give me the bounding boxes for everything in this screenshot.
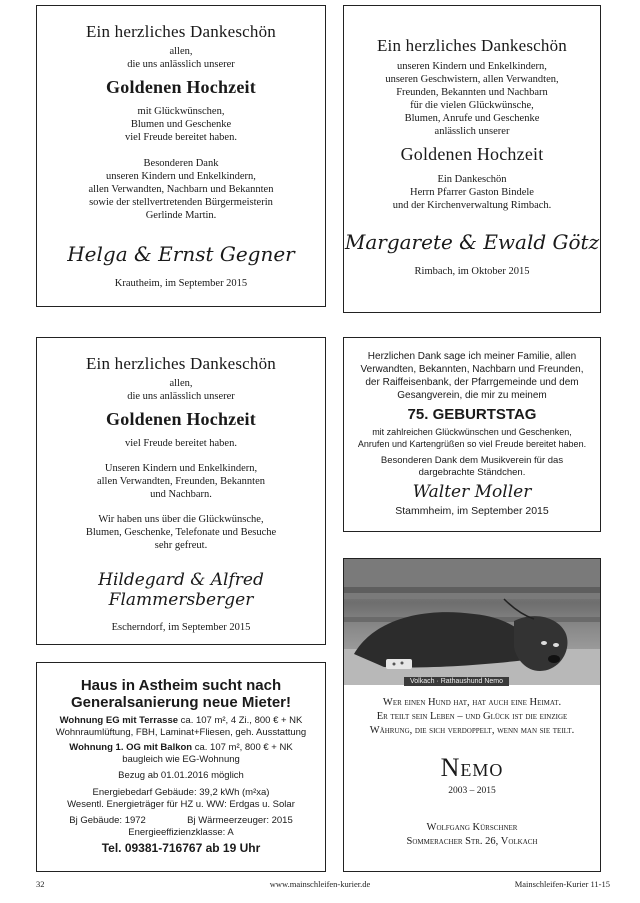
text-line: Blumen, Geschenke, Telefonate und Besuche bbox=[85, 527, 277, 538]
build-year: Bj Gebäude: 1972 bbox=[69, 815, 146, 826]
place-date: Escherndorf, im September 2015 bbox=[111, 622, 251, 633]
text-line: Wir haben uns über die Glückwünsche, bbox=[98, 514, 264, 525]
text-line: dargebrachte Ständchen. bbox=[418, 467, 526, 478]
text-line: viel Freude bereitet haben. bbox=[125, 438, 237, 449]
text-line: Blumen und Geschenke bbox=[130, 119, 232, 130]
text-line: Herzlichen Dank sage ich meiner Familie, allen bbox=[367, 351, 577, 362]
ad-apartment-rental bbox=[36, 662, 326, 872]
signature: Hildegard & Alfred Flammersberger bbox=[98, 570, 264, 610]
text-line: Besonderen Dank dem Musikverein für das bbox=[380, 455, 564, 466]
text-line: viel Freude bereitet haben. bbox=[125, 132, 237, 143]
text-line: und der Kirchenverwaltung Rimbach. bbox=[392, 200, 552, 211]
text-line: mit Glückwünschen, bbox=[137, 106, 225, 117]
ad-title: Generalsanierung neue Mieter! bbox=[70, 694, 292, 711]
text-line: Gerlinde Martin. bbox=[145, 210, 217, 221]
text-line: Freunden, Bekannten und Nachbarn bbox=[396, 87, 548, 98]
ad-golden-wedding-gegner bbox=[36, 5, 326, 307]
text-line: Unseren Kindern und Enkelkindern, bbox=[104, 463, 258, 474]
place-date: Rimbach, im Oktober 2015 bbox=[414, 266, 530, 277]
apartment-1-details: ca. 107 m², 4 Zi., 800 € + NK bbox=[178, 715, 303, 726]
page-number: 32 bbox=[36, 879, 45, 889]
text-line: unseren Kindern und Enkelkindern, bbox=[106, 171, 256, 182]
ad-memorial-nemo bbox=[343, 558, 601, 872]
energy-line: Energiebedarf Gebäude: 39,2 kWh (m²xa) bbox=[92, 787, 270, 798]
ad-heading: Ein herzliches Dankeschön bbox=[376, 36, 568, 55]
text-line: mit zahlreichen Glückwünschen und Geschenken, bbox=[372, 427, 572, 437]
text-line: die uns anlässlich unserer bbox=[127, 59, 235, 70]
apartment-1-heading: Wohnung EG mit Terrasse bbox=[59, 715, 179, 726]
text-line: unseren Kindern und Enkelkindern, bbox=[397, 61, 547, 72]
availability: Bezug ab 01.01.2016 möglich bbox=[118, 770, 244, 781]
photo-caption: Volkach · Rathaushund Nemo bbox=[404, 677, 509, 686]
text-line: die uns anlässlich unserer bbox=[127, 391, 235, 402]
ad-golden-wedding-flammersberger bbox=[36, 337, 326, 645]
text-line: und Nachbarn. bbox=[150, 489, 212, 500]
text-line: Besonderen Dank bbox=[143, 158, 219, 169]
dog-photo bbox=[344, 559, 600, 685]
text-line: Ein Dankeschön bbox=[437, 174, 507, 185]
ad-birthday-moller bbox=[343, 337, 601, 532]
energy-line bbox=[37, 815, 325, 827]
text-line: baugleich wie EG-Wohnung bbox=[122, 753, 240, 765]
author-name: Wolfgang Kürschner bbox=[426, 822, 518, 833]
text-line: Anrufen und Kartengrüßen so viel Freude bereitet haben. bbox=[357, 438, 587, 449]
apartment-2-details: ca. 107 m², 800 € + NK bbox=[192, 742, 293, 753]
memorial-years: 2003 – 2015 bbox=[448, 786, 496, 796]
energy-class: Energieeffizienzklasse: A bbox=[128, 826, 234, 838]
apartment-1-line bbox=[37, 715, 325, 727]
signature: Margarete & Ewald Götz bbox=[344, 230, 600, 254]
text-line: sowie der stellvertretenden Bürgermeisterin bbox=[89, 197, 273, 208]
dog-photo-illustration bbox=[344, 559, 600, 685]
ad-golden-wedding-goetz bbox=[343, 5, 601, 313]
ad-heading: Ein herzliches Dankeschön bbox=[85, 22, 277, 41]
text-line: allen, bbox=[169, 46, 193, 57]
text-line: sehr gefreut. bbox=[154, 540, 208, 551]
ad-heading: Ein herzliches Dankeschön bbox=[85, 354, 277, 373]
text-line: Wohnraumlüftung, FBH, Laminat+Fliesen, geh. Ausstattung bbox=[55, 726, 307, 738]
ad-title: Haus in Astheim sucht nach bbox=[80, 677, 282, 694]
apartment-2-line bbox=[37, 742, 325, 754]
place-date: Krautheim, im September 2015 bbox=[114, 278, 248, 289]
signature: Helga & Ernst Gegner bbox=[67, 242, 295, 266]
signature: Walter Moller bbox=[412, 482, 532, 502]
text-line: anlässlich unserer bbox=[434, 126, 510, 137]
text-line: für die vielen Glückwünsche, bbox=[410, 100, 534, 111]
quote-line: Wer einen Hund hat, hat auch eine Heimat. bbox=[382, 697, 562, 708]
quote-line: Währung, die sich verdoppelt, wenn man sie teilt. bbox=[369, 725, 575, 736]
heater-year: Bj Wärmeerzeuger: 2015 bbox=[187, 815, 293, 826]
text-line: allen Verwandten, Freunden, Bekannten bbox=[96, 476, 266, 487]
author-address: Sommeracher Str. 26, Volkach bbox=[406, 836, 538, 847]
footer-url: www.mainschleifen-kurier.de bbox=[269, 879, 371, 889]
text-line: Blumen, Anrufe und Geschenke bbox=[404, 113, 540, 124]
event-title: Goldenen Hochzeit bbox=[400, 144, 544, 164]
footer-issue: Mainschleifen-Kurier 11-15 bbox=[514, 879, 610, 889]
text-line: unseren Geschwistern, allen Verwandten, bbox=[385, 74, 559, 85]
event-title: Goldenen Hochzeit bbox=[106, 409, 256, 429]
text-line: der Raiffeisenbank, der Pfarrgemeinde und dem bbox=[365, 377, 579, 388]
text-line: Verwandten, Bekannten, Nachbarn und Freunden, bbox=[360, 364, 584, 375]
text-line: Herrn Pfarrer Gaston Bindele bbox=[410, 187, 534, 198]
event-title: 75. GEBURTSTAG bbox=[407, 406, 537, 423]
text-line: allen, bbox=[169, 378, 193, 389]
text-line: Gesangverein, die mir zu meinem bbox=[397, 390, 547, 401]
energy-line: Wesentl. Energieträger für HZ u. WW: Erdgas u. Solar bbox=[67, 798, 295, 810]
apartment-2-heading: Wohnung 1. OG mit Balkon bbox=[69, 742, 193, 753]
quote-line: Er teilt sein Leben – und Glück ist die einzige bbox=[376, 711, 568, 722]
event-title: Goldenen Hochzeit bbox=[106, 77, 256, 97]
place-date: Stammheim, im September 2015 bbox=[395, 505, 549, 517]
memorial-name: Nemo bbox=[440, 753, 504, 782]
text-line: allen Verwandten, Nachbarn und Bekannten bbox=[88, 184, 274, 195]
contact-phone: Tel. 09381-716767 ab 19 Uhr bbox=[101, 841, 261, 855]
